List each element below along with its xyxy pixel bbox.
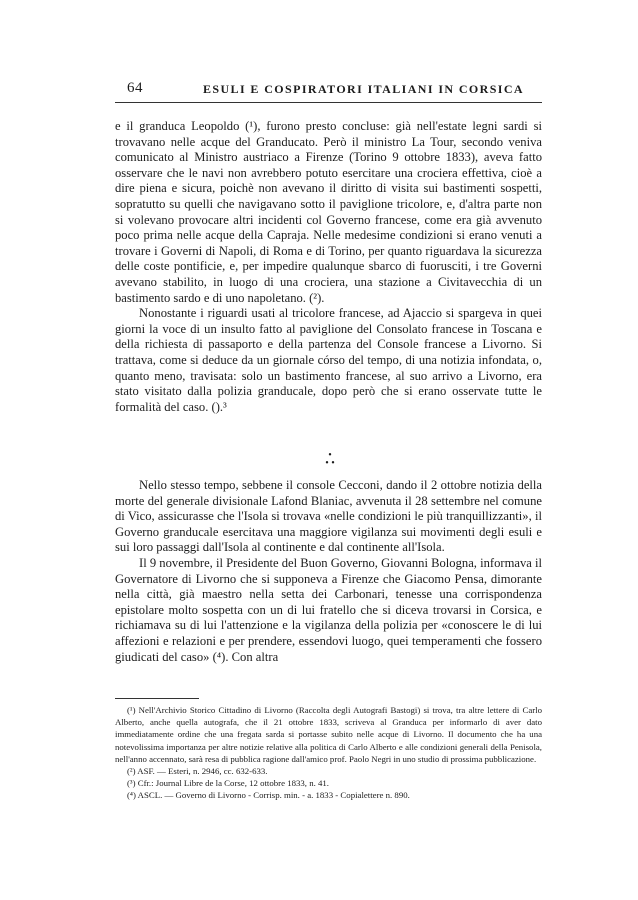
footnote-4: (⁴) ASCL. — Governo di Livorno - Corrisp. min. - a. 1833 - Copialettere n. 890. — [127, 790, 410, 801]
paragraph: Nello stesso tempo, sebbene il console Cecconi, dando il 2 ottobre notizia della morte del generale divisionale Lafond Blaniac, avvenuta il 28 settembre nel comune di Vico, assicurasse che l'Isola si trovava «nelle condizioni le più tranquillizzanti», il Governo granducale esercitava una maggiore vigilanza sui movimenti degli esuli e sui loro passaggi dall'Isola al continente e dal continente all'Isola. — [115, 478, 542, 555]
paragraph-continuation: e il granduca Leopoldo (¹), furono presto concluse: già nell'estate legni sardi si trovavano nelle acque del Granducato. Però il ministro La Tour, secondo veniva comunicato al Ministro austriaco a Firenze (Torino 9 ottobre 1833), aveva fatto osservare che le navi non avrebbero potuto esercitare una crociera effettiva, cioè a dire piena e sicura, poichè non avevano il diritto di visita sui bastimenti sospetti, sopratutto su quelli che navigavano sotto il paviglione tricolore, e, d'altra parte non si volevano provocare altri incidenti col Governo francese, come era già avvenuto poco prima nelle acque della Capraja. Nelle medesime condizioni si erano venuti a trovare i Governi di Napoli, di Roma e di Torino, per quanto riguardava la sicurezza delle coste pontificie, e, per impedire qualunque sbarco di fuorusciti, i tre Governi avevano stabilito, in luogo di una crociera, una stazione a Civitavecchia di un bastimento sardo e di uno napoletano. (²). — [115, 119, 542, 305]
section-break-asterism — [310, 452, 350, 468]
asterism-bottom: • • — [325, 458, 335, 469]
body-text-upper — [115, 119, 542, 415]
footnote-2: (²) ASF. — Esteri, n. 2946, cc. 632-633. — [127, 766, 268, 777]
asterism-top: • — [328, 450, 332, 461]
page-number: 64 — [127, 80, 143, 96]
footnote-divider — [115, 698, 199, 699]
page-header — [115, 80, 542, 103]
footnote-1: (¹) Nell'Archivio Storico Cittadino di Livorno (Raccolta degli Autografi Bastogi) si trova, tra altre lettere di Carlo Alberto, anche quella autografa, che il 21 ottobre 1833, scriveva al Granduca per informarlo di aver dato immediatamente ordine che una fregata sarda si portasse subito nelle acque di Livorno. Il documento che ha una notevolissima importanza per altre notizie relative alla politica di Carlo Alberto e alle condizioni generali della Penisola, nell'anno accennato, sarà resa di pubblica ragione dall'amico prof. Paolo Negri in uno studio di prossima pubblicazione. — [115, 705, 542, 764]
paragraph: Nonostante i riguardi usati al tricolore francese, ad Ajaccio si spargeva in quei giorni la voce di un insulto fatto al paviglione del Consolato francese in Toscana e della richiesta di passaporto e della partenza del Console francese a Livorno. Si trattava, come si deduce da un giornale córso del tempo, di una notizia infondata, o, quanto meno, travisata: solo un bastimento francese, al suo arrivo a Livorno, era stato visitato dalla polizia granducale, dopo però che si erano osservate tutte le formalità del caso. ().³ — [115, 306, 542, 414]
footnotes — [115, 704, 542, 802]
footnote-3: (³) Cfr.: Journal Libre de la Corse, 12 ottobre 1833, n. 41. — [127, 778, 329, 789]
paragraph: Il 9 novembre, il Presidente del Buon Governo, Giovanni Bologna, informava il Governatore di Livorno che si supponeva a Firenze che Giacomo Pensa, dimorante nella città, già maestro nella setta dei Carbonari, tenesse una corrispondenza epistolare molto sospetta con un di lui fratello che si diceva trovarsi in Corsica, e richiamava su di lui l'attenzione e la vigilanza della polizia per «conoscere le di lui affezioni e relazioni e per prendere, essendovi luogo, quei temperamenti che fossero giudicati del caso» (⁴). Con altra — [115, 555, 542, 664]
body-text-lower — [115, 478, 542, 665]
running-title: ESULI E COSPIRATORI ITALIANI IN CORSICA — [203, 82, 524, 96]
